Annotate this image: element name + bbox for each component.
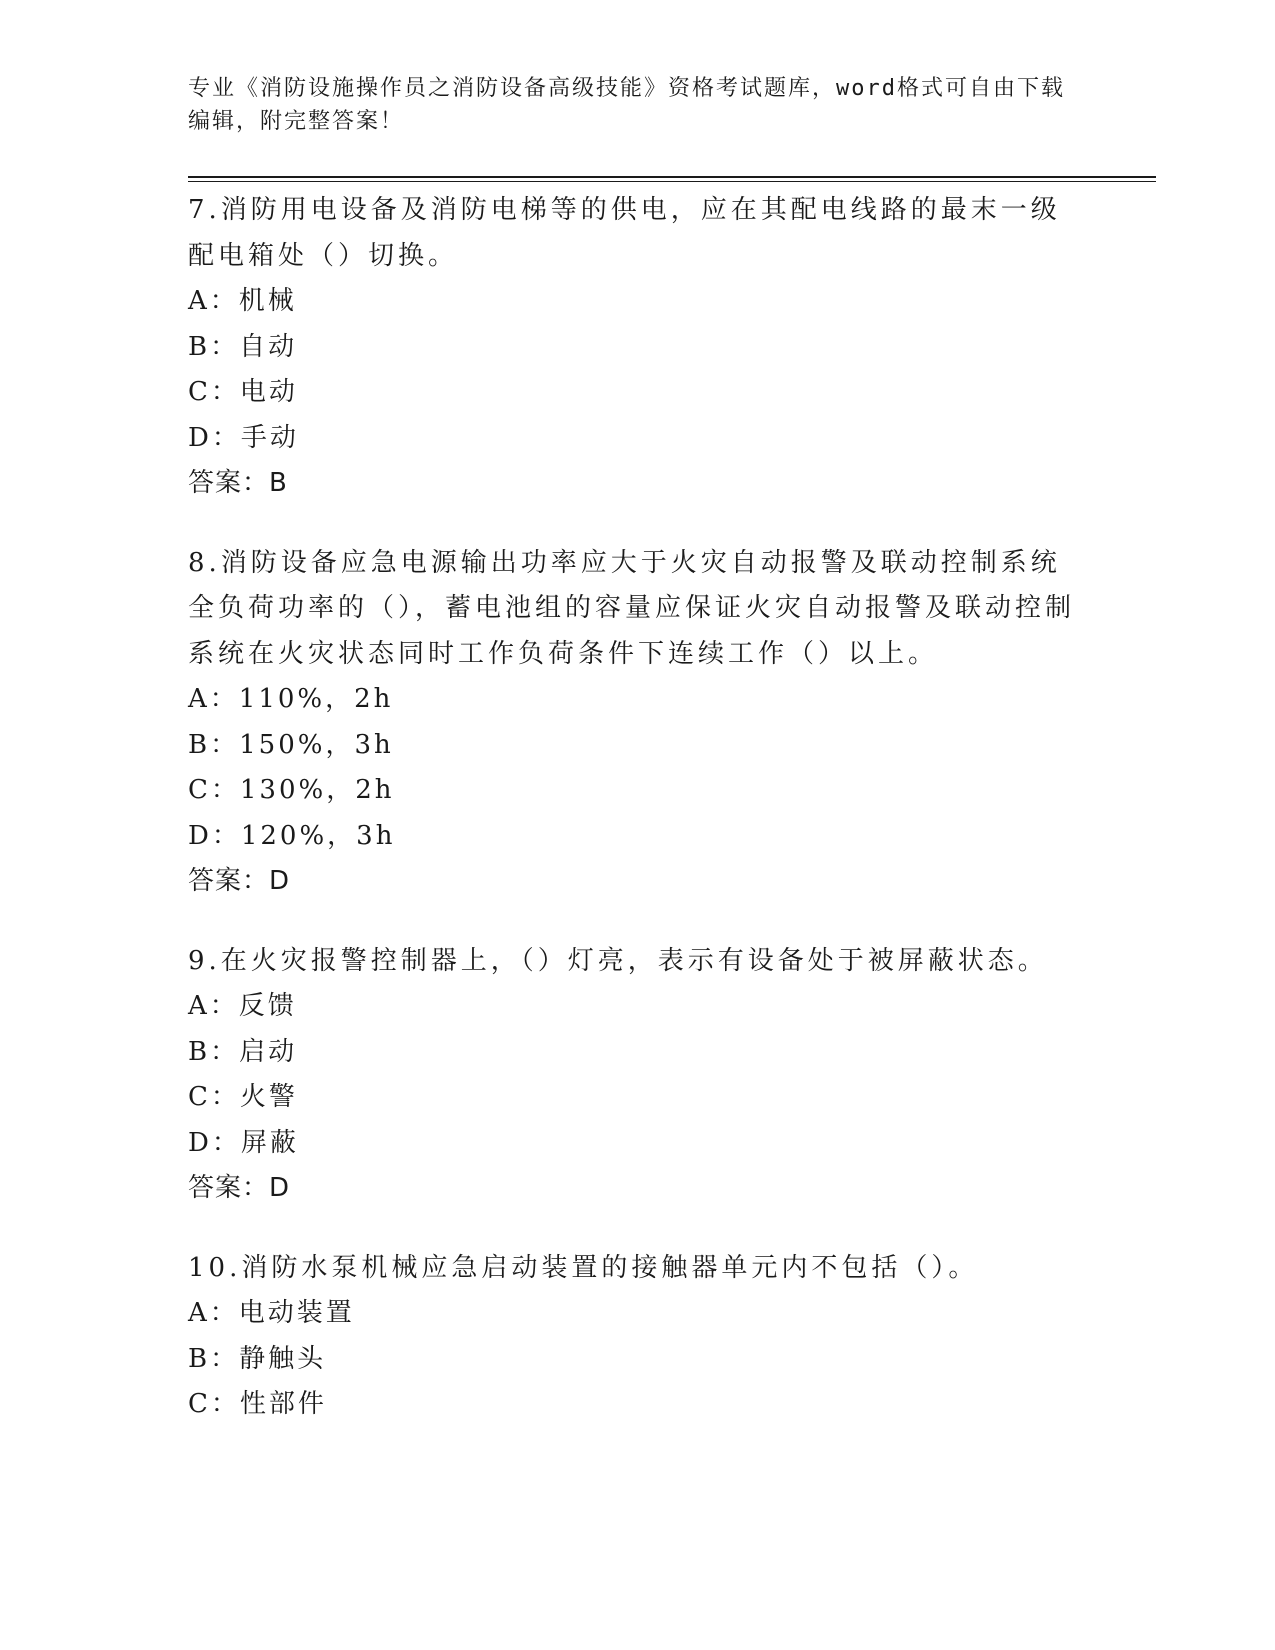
option-c: C：性部件 <box>188 1389 327 1419</box>
option-d: D：手动 <box>188 422 299 453</box>
document-intro: 专业《消防设施操作员之消防设备高级技能》资格考试题库，word格式可自由下载编辑，附完整答案！ <box>188 76 1065 134</box>
question-list <box>188 188 1088 1462</box>
option-d: D：屏蔽 <box>188 1127 299 1158</box>
option-b: B：自动 <box>188 331 298 362</box>
option-a: A：机械 <box>188 286 297 316</box>
question-8 <box>188 541 1088 905</box>
option-a: A：110%，2h <box>188 684 394 714</box>
question-text: 9.在火灾报警控制器上，（）灯亮，表示有设备处于被屏蔽状态。 <box>188 945 1048 976</box>
question-9 <box>188 939 1088 1212</box>
header-divider-thin <box>188 181 1156 182</box>
answer-line: 答案：B <box>188 468 288 498</box>
question-10 <box>188 1246 1088 1428</box>
option-c: C：130%，2h <box>188 775 395 805</box>
answer-line: 答案：D <box>188 866 291 896</box>
question-text: 8.消防设备应急电源输出功率应大于火灾自动报警及联动控制系统全负荷功率的（），蓄电池组的容量应保证火灾自动报警及联动控制系统在火灾状态同时工作负荷条件下连续工作（）以上。 <box>188 547 1076 669</box>
option-b: B：150%，3h <box>188 729 394 760</box>
option-b: B：静触头 <box>188 1343 327 1374</box>
question-text: 10.消防水泵机械应急启动装置的接触器单元内不包括（）。 <box>188 1252 979 1283</box>
option-c: C：电动 <box>188 377 298 407</box>
answer-line: 答案：D <box>188 1173 291 1203</box>
header-divider-thick <box>188 176 1156 178</box>
question-text: 7.消防用电设备及消防电梯等的供电，应在其配电线路的最末一级配电箱处（）切换。 <box>188 195 1061 271</box>
option-d: D：120%，3h <box>188 820 396 851</box>
option-a: A：电动装置 <box>188 1298 355 1328</box>
option-b: B：启动 <box>188 1036 298 1067</box>
question-7 <box>188 188 1088 507</box>
option-a: A：反馈 <box>188 991 297 1021</box>
option-c: C：火警 <box>188 1082 298 1112</box>
